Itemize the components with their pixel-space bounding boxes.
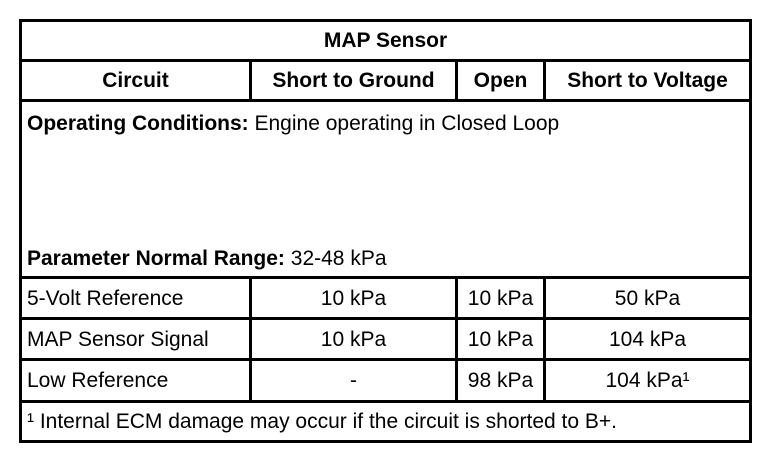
operating-conditions-label: Operating Conditions: <box>27 112 249 135</box>
operating-conditions-value: Engine operating in Closed Loop <box>248 112 560 135</box>
table-footnote: ¹ Internal ECM damage may occur if the circuit is shorted to B+. <box>27 409 617 433</box>
table-cell-open: 10 kPa <box>467 286 534 310</box>
table-cell-short-to-voltage: 104 kPa¹ <box>605 369 690 392</box>
table-title: MAP Sensor <box>323 29 448 52</box>
table-cell-open: 10 kPa <box>467 327 534 351</box>
header-circuit: Circuit <box>102 69 169 92</box>
table-cell-short-to-ground: 10 kPa <box>320 286 387 310</box>
table-row-circuit: MAP Sensor Signal <box>27 327 209 351</box>
table-cell-short-to-ground: - <box>350 369 357 392</box>
header-short-to-ground: Short to Ground <box>272 69 435 92</box>
header-short-to-voltage: Short to Voltage <box>567 69 728 92</box>
table-cell-short-to-voltage: 50 kPa <box>614 286 681 310</box>
table-cell-short-to-voltage: 104 kPa <box>608 327 687 351</box>
parameter-normal-range <box>27 247 387 271</box>
table-cell-short-to-ground: 10 kPa <box>320 327 387 351</box>
table-row-circuit: 5-Volt Reference <box>27 286 184 310</box>
operating-conditions-block <box>22 102 749 276</box>
parameter-range-label: Parameter Normal Range: <box>27 247 285 270</box>
header-open: Open <box>473 69 528 92</box>
table-row-circuit: Low Reference <box>27 369 169 392</box>
operating-conditions <box>27 112 559 136</box>
parameter-range-value: 32-48 kPa <box>284 247 387 270</box>
table-cell-open: 98 kPa <box>467 369 534 392</box>
